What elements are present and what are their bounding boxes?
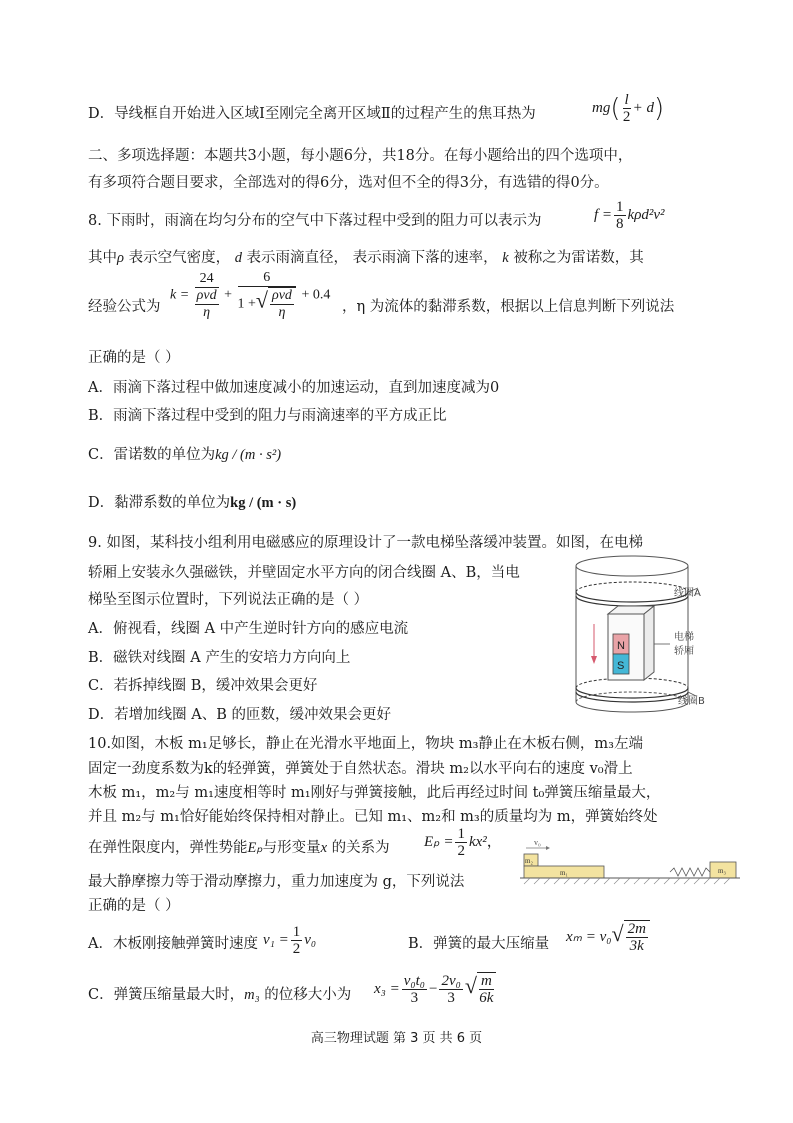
q7-formula-tail: + d	[632, 99, 655, 116]
q8-line3-prefix: 经验公式为	[88, 299, 161, 315]
coil-b	[576, 678, 688, 702]
q8-option-c-unit: kg / (m · s²)	[215, 447, 282, 463]
q9-option-c: C．若拆掉线圈 B，缓冲效果会更好	[88, 678, 318, 694]
q8-line2: 其中ρ 表示空气密度， d 表示雨滴直径， 表示雨滴下落的速率， k 被称之为雷诺数，其	[88, 250, 644, 266]
section2-line2: 有多项符合题目要求，全部选对的得6分，选对但不全的得3分，有选错的得0分。	[88, 175, 609, 191]
label-m1: m₁	[560, 869, 568, 877]
down-arrow-icon	[591, 656, 597, 664]
q10-line7: 正确的是（ ）	[88, 898, 180, 914]
coil-a	[576, 582, 688, 606]
q10-line1: 10.如图，木板 m₁足够长，静止在光滑水平地面上，物块 m₃静止在木板右侧，m₃左端	[88, 736, 643, 752]
q8-option-a: A．雨滴下落过程中做加速度减小的加速运动，直到加速度减为0	[88, 380, 500, 396]
q7-formula-prefix: mg	[592, 99, 611, 116]
q9-elevator-figure	[570, 552, 720, 732]
q10-line6: 最大静摩擦力等于滑动摩擦力，重力加速度为 g，下列说法	[88, 874, 465, 890]
q8-option-c: C．雷诺数的单位为kg / (m · s²)	[88, 447, 282, 463]
q8-question-stem-end: 正确的是（ ）	[88, 350, 180, 366]
section2-line1: 二、多项选择题：本题共3小题，每小题6分，共18分。在每小题给出的四个选项中，	[88, 148, 633, 164]
q10-option-c: C．弹簧压缩量最大时，m₃ 的位移大小为	[88, 987, 352, 1003]
q10-line2: 固定一劲度系数为k的轻弹簧，弹簧处于自然状态。滑块 m₂以水平向右的速度 v₀滑上	[88, 761, 633, 777]
q10-energy-formula: Eₚ = $\frac{1}{2}$ kx²，	[424, 826, 502, 859]
q8-option-b: B．雨滴下落过程中受到的阻力与雨滴速率的平方成正比	[88, 408, 447, 424]
q10-line5: 在弹性限度内，弹性势能Eₚ与形变量x 的关系为	[88, 840, 390, 856]
q10-spring-figure	[520, 838, 742, 890]
q8-line1: 8. 下雨时，雨滴在均匀分布的空气中下落过程中受到的阻力可以表示为	[88, 213, 542, 229]
label-m3: m₃	[718, 867, 726, 875]
q10-option-c-formula: x₃ = $\frac{\text{v₀t₀}}{3}$ − $\frac{\text{2v₀}}{3}$ √ $\frac{m}{6k}$	[374, 972, 496, 1006]
q9-line2: 轿厢上安装永久强磁铁，并壁固定水平方向的闭合线圈 A、B，当电	[88, 565, 520, 581]
q10-line4: 并且 m₂与 m₁恰好能始终保持相对静止。已知 m₁、m₂和 m₃的质量均为 m，弹簧始终处	[88, 809, 658, 825]
q9-option-a: A．俯视看，线圈 A 中产生逆时针方向的感应电流	[88, 621, 409, 637]
q9-option-b: B．磁铁对线圈 A 产生的安培力方向向上	[88, 650, 351, 666]
page-footer: 高三物理试题 第 3 页 共 6 页	[310, 1031, 483, 1046]
q9-line3: 梯坠至图示位置时，下列说法正确的是（ ）	[88, 592, 369, 608]
q8-option-d: D．黏滞系数的单位为kg / (m · s)	[88, 495, 297, 511]
q8-reynolds-formula: k = $\frac{24}{\frac{\text{ρvd}}{\eta}}$ + 6 1 +√ $\frac{\text{ρvd}}{\eta}$ + 0.4	[170, 270, 331, 320]
q10-option-b-formula: xₘ = v₀√ $\frac{2m}{3k}$	[566, 920, 650, 954]
label-car-2: 轿厢	[674, 646, 694, 657]
q10-line3: 木板 m₁，m₂与 m₁速度相等时 m₁刚好与弹簧接触，此后再经过时间 t₀弹簧压缩量最大，	[88, 785, 661, 801]
label-m2: m₂	[525, 857, 533, 865]
q10-option-a-formula: v₁ = $\frac{1}{2}$ v₀	[263, 924, 317, 957]
label-coil-a: 线圈A	[674, 588, 701, 599]
magnet-s-label: S	[617, 660, 625, 672]
q7-option-d-formula: mg( $\frac{l}{2}$ + d)	[592, 92, 665, 125]
q8-drag-formula: f = $\frac{1}{8}$ kρd²v²	[594, 199, 665, 232]
ground-hatch	[524, 878, 730, 884]
q7-option-d-text: D．导线框自开始进入区域Ⅰ至刚完全离开区域Ⅱ的过程产生的焦耳热为	[88, 106, 536, 122]
q9-option-d: D．若增加线圈 A、B 的匝数，缓冲效果会更好	[88, 707, 391, 723]
label-car-1: 电梯	[674, 632, 694, 643]
label-v0: v₀	[534, 838, 541, 847]
spring	[670, 868, 710, 876]
q7-frac-den: 2	[622, 109, 631, 125]
q8-option-d-unit: kg / (m · s)	[230, 495, 297, 511]
magnet-n-label: N	[617, 640, 625, 652]
q8-line3-suffix: ，η 为流体的黏滞系数，根据以上信息判断下列说法	[342, 299, 675, 315]
q7-option-d	[88, 104, 536, 124]
label-coil-b: 线圈B	[678, 696, 705, 707]
q10-option-b: B．弹簧的最大压缩量	[408, 936, 550, 952]
q10-option-a: A．木板刚接触弹簧时速度	[88, 936, 258, 952]
q7-frac-num: l	[624, 92, 629, 108]
q9-line1: 9. 如图，某科技小组利用电磁感应的原理设计了一款电梯坠落缓冲装置。如图，在电梯	[88, 535, 643, 551]
